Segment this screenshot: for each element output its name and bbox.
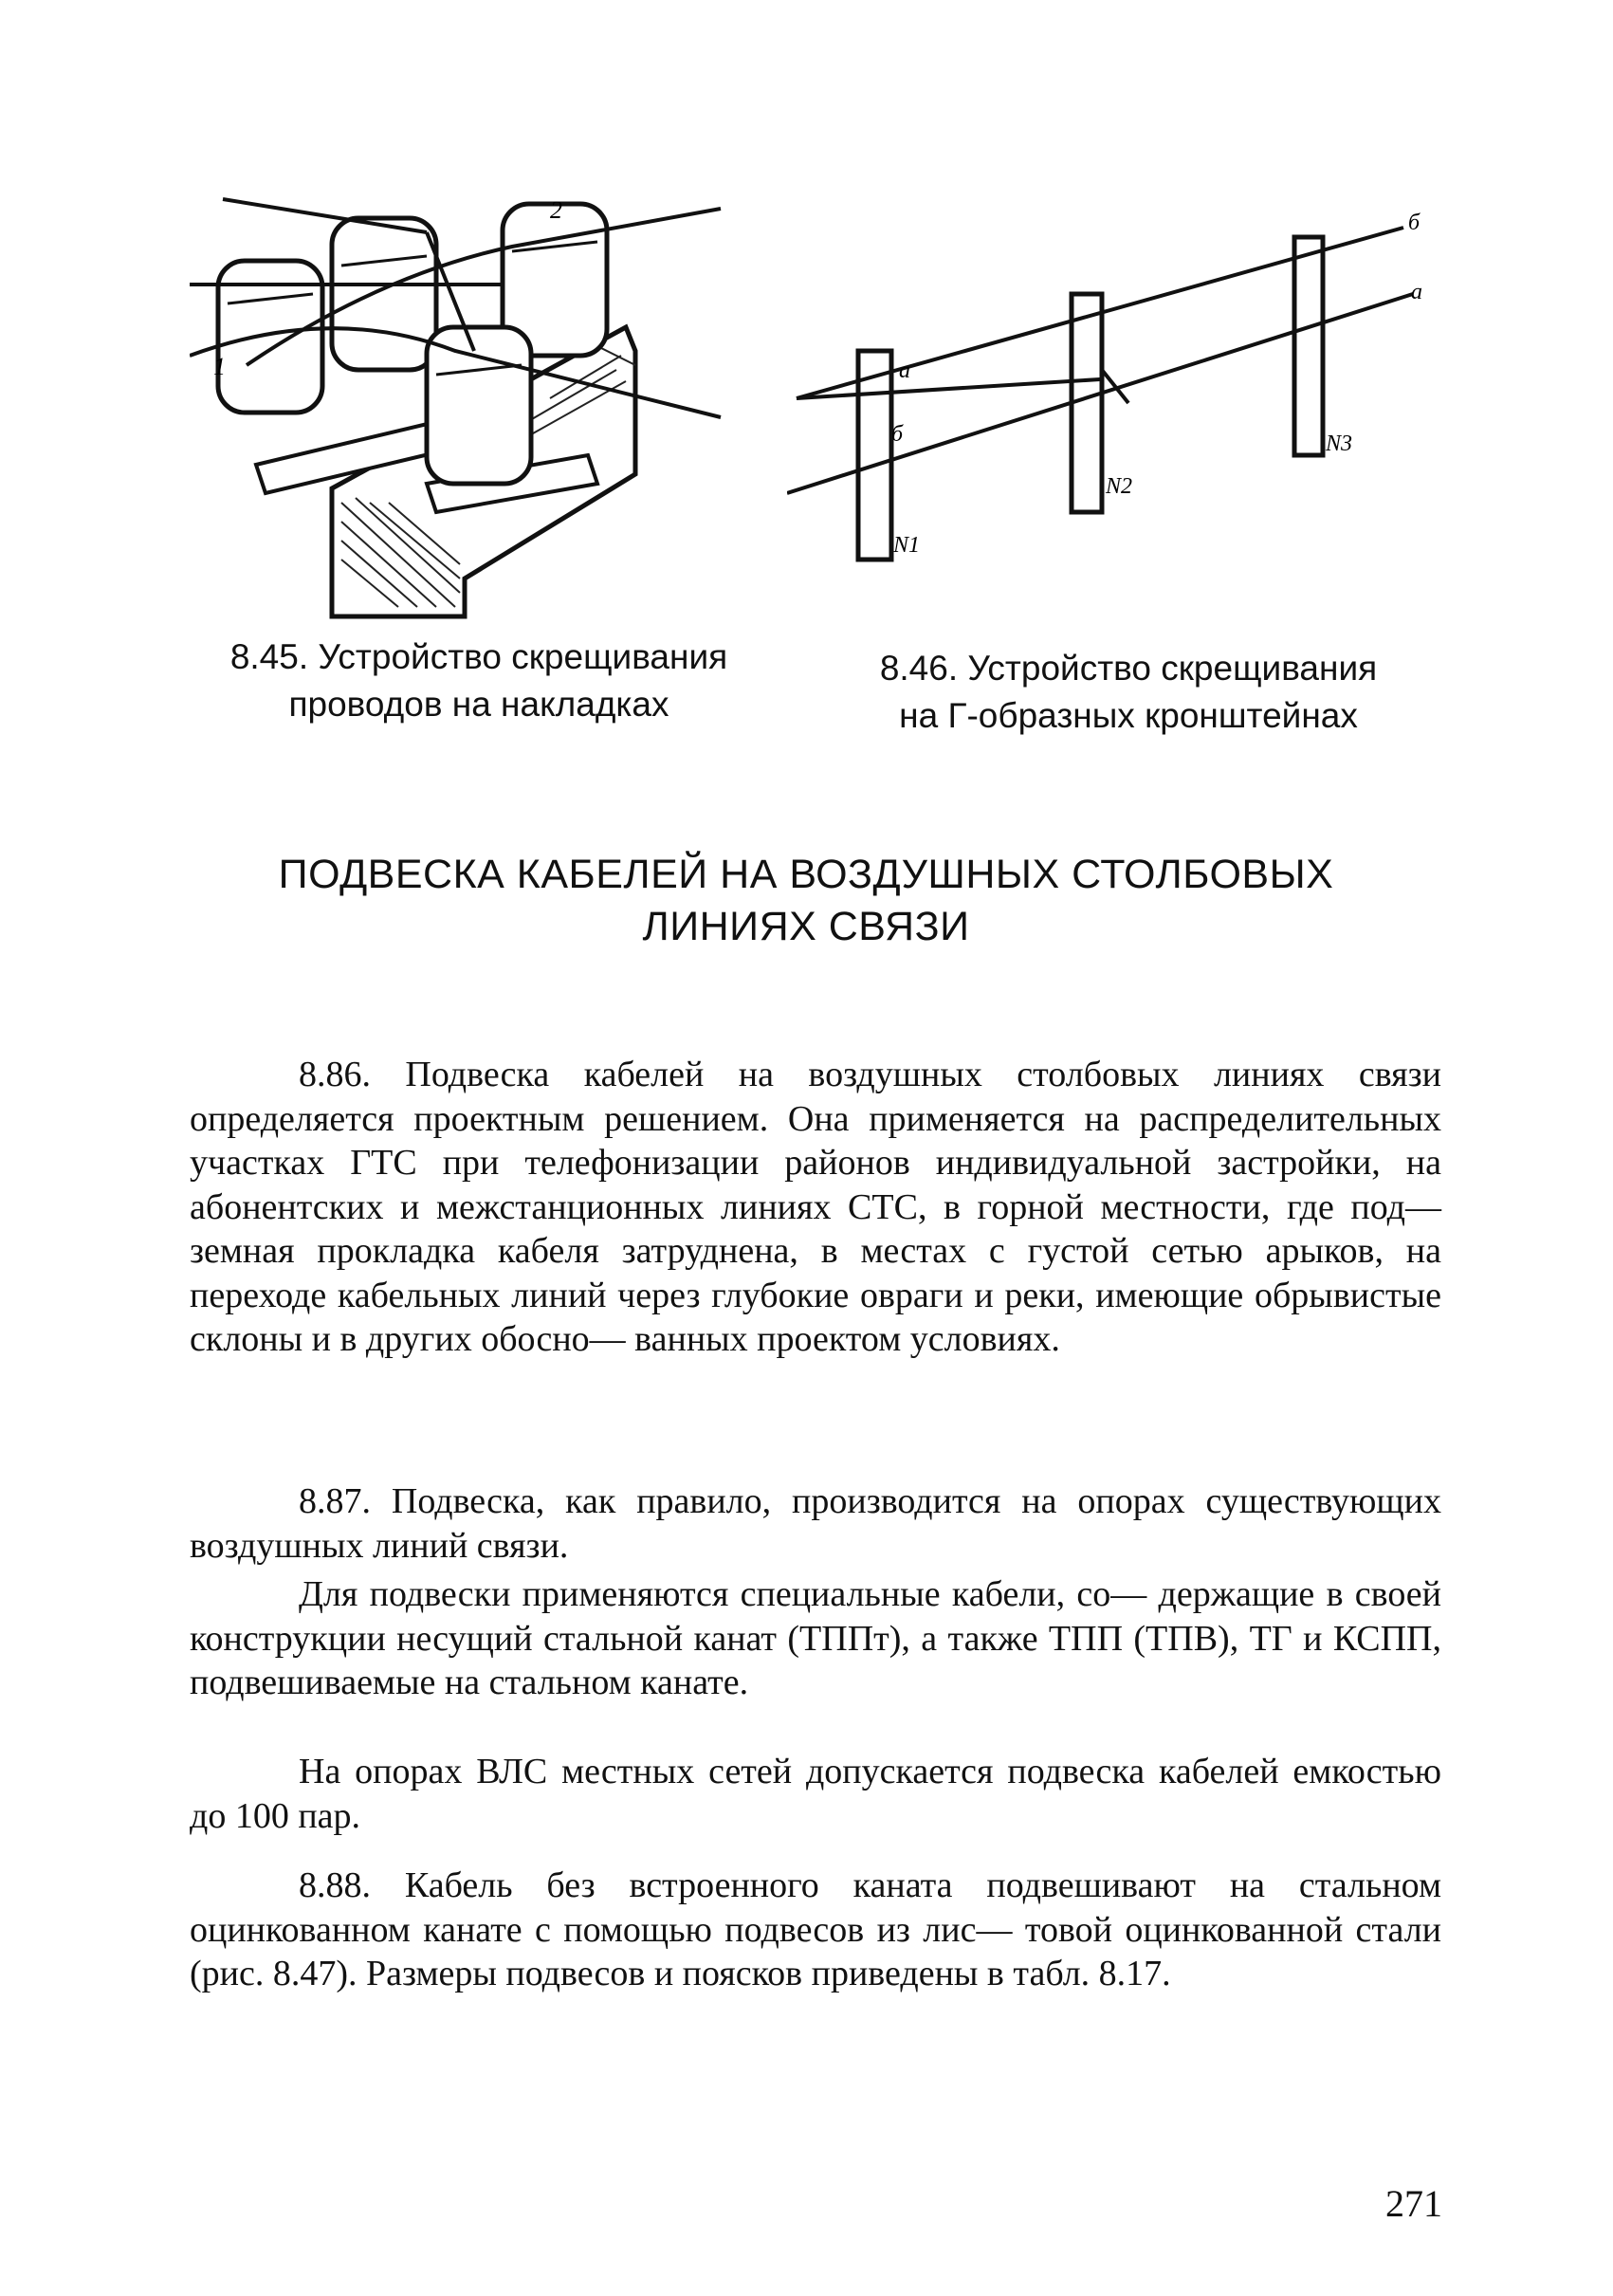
figure-8-46-label-b1: б <box>891 422 904 447</box>
figure-8-45-caption <box>175 634 782 728</box>
section-title <box>190 849 1422 953</box>
figure-8-45-caption-line1: 8.45. Устройство скрещивания <box>229 637 728 676</box>
paragraph-cable-types: Для подвески применяются специальные кабели, со— держащие в своей конструкции несущий стальной канат (ТППт), а также ТПП (ТПВ), ТГ и КСПП, подвешиваемые на стальном канате. <box>190 1574 1441 1702</box>
figure-8-45-label-2: 2 <box>550 196 562 224</box>
page-number: 271 <box>1385 2182 1442 2225</box>
paragraph-8-88: 8.88. Кабель без встроенного каната подвешивают на стальном оцинкованном канате с помощью подвесов из лис— товой оцинкованной стали (рис. 8.47). Размеры подвесов и поясков приведены в табл. 8.17. <box>190 1865 1441 1993</box>
figure-8-46-caption <box>816 645 1441 740</box>
figure-8-46-label-n3: N3 <box>1326 432 1353 456</box>
figure-8-45 <box>190 161 759 635</box>
figure-8-46-label-n2: N2 <box>1106 474 1133 499</box>
figure-8-46-label-n1: N1 <box>893 533 921 558</box>
paragraph-8-86: 8.86. Подвеска кабелей на воздушных столбовых линиях связи определяется проектным решением. Она применяется на распределительных участках ГТС при телефонизации районов индивидуальной застройки, на абонентских и межстанционных линиях СТС, в горной местности, где под— земная прокладка кабеля затруднена, в местах с густой сетью арыков, на переходе кабельных линий через глубокие овраги и реки, имеющие обрывистые склоны и в других обосно— ванных проектом условиях. <box>190 1055 1441 1359</box>
figure-8-46-label-a2: а <box>1411 280 1422 304</box>
figure-8-46-label-b2: б <box>1408 211 1421 235</box>
paragraph-8-87: 8.87. Подвеска, как правило, производится на опорах существующих воздушных линий связи. <box>190 1481 1441 1566</box>
figure-8-45-label-1: 1 <box>213 353 226 380</box>
figure-8-46-caption-line1: 8.46. Устройство скрещивания <box>879 649 1378 688</box>
section-title-line1: ПОДВЕСКА КАБЕЛЕЙ НА ВОЗДУШНЫХ СТОЛБОВЫХ <box>278 852 1334 897</box>
section-title-line2: ЛИНИЯХ СВЯЗИ <box>642 904 970 949</box>
figure-8-46-label-a1: а <box>899 358 910 383</box>
figure-8-46 <box>787 209 1432 569</box>
paragraph-vls-capacity: На опорах ВЛС местных сетей допускается подвеска кабелей емкостью до 100 пар. <box>190 1752 1441 1836</box>
figure-8-45-illustration <box>190 161 759 635</box>
figure-8-46-caption-line2: на Г-образных кронштейнах <box>899 696 1358 735</box>
figure-8-45-caption-line2: проводов на накладках <box>288 685 669 724</box>
figure-8-46-illustration <box>787 209 1432 569</box>
